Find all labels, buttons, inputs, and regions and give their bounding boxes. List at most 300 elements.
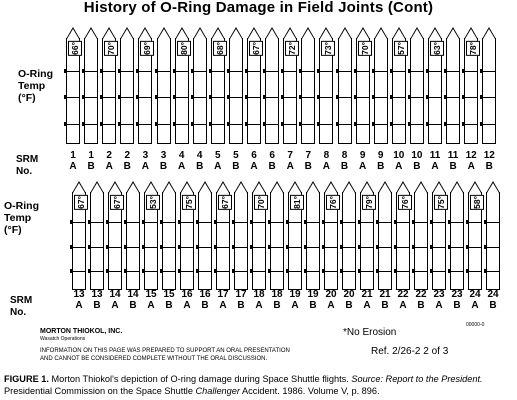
srm-side-letter: A — [431, 161, 439, 172]
srm-number: 22 — [415, 289, 427, 300]
srm-number: 18 — [271, 289, 283, 300]
rocket-nose — [468, 181, 482, 193]
srm-side-letter: A — [183, 300, 191, 311]
field-joint-line — [469, 271, 481, 272]
field-joint-line — [176, 71, 188, 72]
field-joint-tick — [160, 245, 163, 249]
oring-temp-value: 70° — [256, 196, 266, 209]
rocket-nose — [193, 27, 207, 39]
rocket-nose — [66, 27, 80, 39]
field-joint-line — [194, 124, 206, 125]
no-erosion-note: *No Erosion — [343, 327, 397, 338]
oring-temp-value: 81° — [292, 196, 302, 209]
srm-number: 20 — [325, 289, 337, 300]
field-joint-line — [158, 71, 170, 72]
field-joint-tick — [448, 269, 451, 273]
srm-side-letter: B — [268, 161, 276, 172]
oring-temp-value: 78° — [468, 42, 479, 55]
srm-side-letter: B — [237, 300, 245, 311]
field-joint-line — [194, 97, 206, 98]
field-joint-line — [307, 271, 319, 272]
field-joint-line — [73, 271, 85, 272]
srm-side-letter: B — [453, 300, 461, 311]
field-joint-line — [320, 124, 332, 125]
field-joint-tick — [209, 69, 212, 73]
field-joint-tick — [317, 69, 320, 73]
field-joint-line — [127, 222, 139, 223]
rocket-nose — [162, 181, 176, 193]
srm-side-letter: B — [381, 300, 389, 311]
field-joint-tick — [480, 95, 483, 99]
srm-number: 20 — [343, 289, 355, 300]
field-joint-tick — [430, 245, 433, 249]
field-joint-tick — [412, 269, 415, 273]
caption-text-2: Presidential Commission on the Space Shuttle — [4, 386, 196, 396]
field-joint-tick — [245, 95, 248, 99]
field-joint-line — [469, 222, 481, 223]
field-joint-tick — [214, 220, 217, 224]
srm-number: 4 — [178, 150, 185, 161]
srm-number: 21 — [361, 289, 373, 300]
field-joint-tick — [227, 95, 230, 99]
info-line-2: AND CANNOT BE CONSIDERED COMPLETE WITHOUT THE ORAL DISCUSSION. — [40, 356, 268, 362]
field-joint-line — [109, 247, 121, 248]
srm-rocket-18a — [252, 192, 266, 290]
field-joint-tick — [70, 245, 73, 249]
field-joint-tick — [88, 220, 91, 224]
srm-number: 4 — [196, 150, 203, 161]
rocket-nose — [120, 27, 134, 39]
field-joint-tick — [82, 95, 85, 99]
caption-challenger: Challenger — [195, 386, 240, 396]
field-joint-line — [121, 71, 133, 72]
oring-temp-value: 67° — [220, 196, 230, 209]
field-joint-tick — [340, 220, 343, 224]
field-joint-tick — [178, 245, 181, 249]
srm-number: 21 — [379, 289, 391, 300]
srm-side-letter: A — [358, 161, 367, 172]
field-joint-line — [127, 271, 139, 272]
srm-number: 11 — [429, 150, 441, 161]
field-joint-tick — [124, 245, 127, 249]
field-joint-line — [343, 247, 355, 248]
srm-side-letter: B — [340, 161, 349, 172]
field-joint-line — [379, 222, 391, 223]
srm-side-letter: B — [232, 161, 240, 172]
srm-side-letter: B — [201, 300, 209, 311]
field-joint-tick — [106, 220, 109, 224]
field-joint-line — [248, 71, 260, 72]
field-joint-line — [235, 222, 247, 223]
field-joint-line — [465, 97, 477, 98]
field-joint-line — [320, 97, 332, 98]
field-joint-tick — [136, 122, 139, 126]
rocket-nose — [265, 27, 279, 39]
field-joint-tick — [462, 95, 465, 99]
field-joint-tick — [196, 220, 199, 224]
field-joint-tick — [209, 95, 212, 99]
field-joint-line — [307, 222, 319, 223]
srm-side-letter: A — [399, 300, 407, 311]
field-joint-line — [199, 271, 211, 272]
srm-rocket-19b — [306, 192, 320, 290]
field-joint-tick — [317, 122, 320, 126]
field-joint-line — [451, 271, 463, 272]
field-joint-tick — [227, 122, 230, 126]
field-joint-tick — [268, 220, 271, 224]
field-joint-line — [325, 222, 337, 223]
field-joint-tick — [376, 245, 379, 249]
field-joint-line — [230, 97, 242, 98]
srm-rocket-20b — [342, 192, 356, 290]
field-joint-tick — [462, 69, 465, 73]
field-joint-line — [302, 71, 314, 72]
field-joint-tick — [372, 122, 375, 126]
srm-side-letter: A — [147, 300, 155, 311]
field-joint-tick — [106, 269, 109, 273]
field-joint-tick — [480, 69, 483, 73]
field-joint-line — [253, 247, 265, 248]
srm-number: 16 — [181, 289, 193, 300]
srm-side-letter: A — [435, 300, 443, 311]
field-joint-line — [145, 271, 157, 272]
field-joint-tick — [462, 122, 465, 126]
field-joint-line — [302, 124, 314, 125]
field-joint-tick — [430, 269, 433, 273]
field-joint-tick — [263, 122, 266, 126]
field-joint-line — [145, 222, 157, 223]
srm-side-letter: B — [489, 300, 497, 311]
oring-temp-value: 70° — [106, 42, 117, 55]
field-joint-line — [194, 71, 206, 72]
srm-rocket-19a — [288, 192, 302, 290]
srm-rocket-20a — [324, 192, 338, 290]
srm-rocket-21b — [378, 192, 392, 290]
field-joint-tick — [444, 69, 447, 73]
field-joint-tick — [64, 95, 67, 99]
field-joint-line — [163, 271, 175, 272]
field-joint-tick — [281, 69, 284, 73]
field-joint-line — [411, 71, 423, 72]
srm-number: 23 — [433, 289, 445, 300]
rocket-nose — [464, 27, 478, 39]
field-joint-tick — [82, 122, 85, 126]
field-joint-tick — [100, 95, 103, 99]
srm-rocket-5a — [211, 38, 225, 144]
field-joint-line — [433, 247, 445, 248]
oring-temp-value: 73° — [323, 42, 334, 55]
rocket-nose — [126, 181, 140, 193]
field-joint-line — [361, 222, 373, 223]
field-joint-tick — [124, 269, 127, 273]
srm-side-letter: A — [111, 300, 119, 311]
rocket-nose — [175, 27, 189, 39]
field-joint-tick — [354, 122, 357, 126]
field-joint-tick — [82, 69, 85, 73]
field-joint-tick — [227, 69, 230, 73]
field-joint-line — [451, 222, 463, 223]
rocket-nose — [229, 27, 243, 39]
field-joint-tick — [70, 220, 73, 224]
srm-rocket-17b — [234, 192, 248, 290]
field-joint-line — [199, 247, 211, 248]
srm-side-letter: A — [363, 300, 371, 311]
field-joint-tick — [286, 245, 289, 249]
field-joint-line — [181, 271, 193, 272]
field-joint-tick — [160, 269, 163, 273]
oring-temp-value: 80° — [178, 42, 189, 55]
field-joint-tick — [155, 95, 158, 99]
field-joint-tick — [466, 245, 469, 249]
field-joint-line — [235, 271, 247, 272]
field-joint-tick — [268, 245, 271, 249]
srm-side-letter: B — [485, 161, 493, 172]
field-joint-tick — [376, 269, 379, 273]
srm-side-letter: A — [69, 161, 77, 172]
srm-side-letter: A — [467, 161, 475, 172]
field-joint-tick — [322, 269, 325, 273]
field-joint-line — [109, 271, 121, 272]
field-joint-line — [487, 247, 499, 248]
srm-side-letter: A — [255, 300, 263, 311]
srm-rocket-2a — [102, 38, 116, 144]
field-joint-line — [176, 97, 188, 98]
rocket-nose — [482, 27, 496, 39]
field-joint-tick — [124, 220, 127, 224]
field-joint-line — [103, 71, 115, 72]
field-joint-line — [67, 71, 79, 72]
srm-rocket-9a — [356, 38, 370, 144]
rocket-nose — [283, 27, 297, 39]
field-joint-tick — [286, 269, 289, 273]
side-label-line2: Temp — [18, 80, 46, 92]
caption-text-1: Morton Thiokol's depiction of O-ring damage during Space Shuttle flights. — [48, 374, 352, 384]
srm-side-letter: A — [327, 300, 335, 311]
field-joint-tick — [191, 122, 194, 126]
rocket-nose — [180, 181, 194, 193]
srm-rocket-15b — [162, 192, 176, 290]
field-joint-line — [121, 124, 133, 125]
field-joint-line — [483, 97, 495, 98]
srm-side-letter: B — [123, 161, 131, 172]
srm-side-letter: A — [471, 300, 479, 311]
rocket-nose — [450, 181, 464, 193]
field-joint-tick — [358, 269, 361, 273]
field-joint-tick — [448, 245, 451, 249]
srm-rocket-4a — [175, 38, 189, 144]
oring-temp-value: 79° — [364, 196, 374, 209]
srm-number: 19 — [307, 289, 319, 300]
field-joint-line — [433, 222, 445, 223]
field-joint-tick — [191, 95, 194, 99]
srm-side-letter: B — [413, 161, 421, 172]
srm-number: 17 — [235, 289, 247, 300]
company-logo: MORTON THIOKOL, INC. — [40, 328, 123, 335]
field-joint-line — [181, 247, 193, 248]
field-joint-tick — [88, 269, 91, 273]
srm-rocket-1a — [66, 38, 80, 144]
srm-rocket-4b — [193, 38, 207, 144]
field-joint-line — [212, 97, 224, 98]
field-joint-tick — [484, 269, 487, 273]
field-joint-tick — [281, 122, 284, 126]
side-label-line2: Temp — [4, 212, 32, 224]
field-joint-tick — [263, 69, 266, 73]
srm-rocket-8b — [338, 38, 352, 144]
field-joint-line — [73, 222, 85, 223]
rocket-nose — [432, 181, 446, 193]
field-joint-line — [91, 247, 103, 248]
srm-side-letter: B — [273, 300, 281, 311]
field-joint-line — [163, 247, 175, 248]
field-joint-line — [483, 124, 495, 125]
srm-number: 13 — [73, 289, 85, 300]
oring-temp-value: 66° — [70, 42, 80, 55]
srm-rocket-15a — [144, 192, 158, 290]
srm-number: 8 — [323, 150, 330, 161]
rocket-nose — [138, 27, 152, 39]
field-joint-tick — [480, 122, 483, 126]
field-joint-line — [109, 222, 121, 223]
srm-rocket-11a — [428, 38, 442, 144]
field-joint-line — [85, 124, 97, 125]
field-joint-line — [375, 97, 387, 98]
srm-rocket-12a — [464, 38, 478, 144]
field-joint-tick — [390, 95, 393, 99]
field-joint-line — [343, 222, 355, 223]
field-joint-line — [73, 247, 85, 248]
field-joint-line — [379, 271, 391, 272]
srm-rocket-8a — [319, 38, 333, 144]
rocket-nose — [108, 181, 122, 193]
srm-number: 5 — [233, 150, 239, 161]
field-joint-tick — [394, 269, 397, 273]
srm-side-letter: A — [214, 161, 222, 172]
field-joint-tick — [118, 122, 121, 126]
srm-side-letter: A — [105, 161, 113, 172]
field-joint-line — [217, 247, 229, 248]
rocket-nose — [211, 27, 225, 39]
srm-rocket-3a — [138, 38, 152, 144]
field-joint-line — [121, 97, 133, 98]
field-joint-tick — [358, 245, 361, 249]
field-joint-tick — [336, 69, 339, 73]
srm-rocket-6a — [247, 38, 261, 144]
field-joint-tick — [444, 122, 447, 126]
srm-side-letter: A — [250, 161, 258, 172]
field-joint-line — [139, 71, 151, 72]
field-joint-tick — [304, 269, 307, 273]
field-joint-tick — [390, 69, 393, 73]
field-joint-tick — [100, 69, 103, 73]
srm-rocket-13a — [72, 192, 86, 290]
srm-rocket-12b — [482, 38, 496, 144]
field-joint-line — [465, 71, 477, 72]
oring-temp-value: 63° — [432, 42, 442, 55]
field-joint-tick — [376, 220, 379, 224]
rocket-nose — [252, 181, 266, 193]
rocket-nose — [486, 181, 500, 193]
srm-rocket-11b — [446, 38, 460, 144]
field-joint-tick — [263, 95, 266, 99]
srm-number: 22 — [397, 289, 409, 300]
field-joint-line — [447, 97, 459, 98]
field-joint-line — [217, 222, 229, 223]
srm-rocket-23a — [432, 192, 446, 290]
srm-side-letter: A — [219, 300, 227, 311]
oring-temp-value: 67° — [251, 42, 261, 55]
oring-temp-value: 76° — [328, 196, 338, 209]
field-joint-line — [271, 271, 283, 272]
field-joint-line — [320, 71, 332, 72]
field-joint-line — [266, 124, 278, 125]
field-joint-tick — [136, 69, 139, 73]
field-joint-tick — [322, 245, 325, 249]
field-joint-tick — [88, 245, 91, 249]
caption-source-label: Source: — [351, 374, 383, 384]
field-joint-line — [429, 97, 441, 98]
field-joint-line — [139, 124, 151, 125]
oring-temp-value: 67° — [76, 196, 86, 209]
srm-side-letter: A — [141, 161, 149, 172]
field-joint-tick — [304, 245, 307, 249]
field-joint-tick — [250, 220, 253, 224]
field-joint-line — [67, 124, 79, 125]
field-joint-tick — [304, 220, 307, 224]
srm-number: 9 — [377, 150, 384, 161]
srm-rocket-6b — [265, 38, 279, 144]
srm-rocket-18b — [270, 192, 284, 290]
field-joint-tick — [250, 269, 253, 273]
field-joint-line — [325, 271, 337, 272]
srm-number: 7 — [305, 150, 312, 161]
srm-rocket-10b — [410, 38, 424, 144]
srm-number: 1 — [70, 150, 76, 161]
srm-number: 1 — [88, 150, 94, 161]
oring-temp-value: 75° — [184, 196, 194, 209]
field-joint-line — [379, 247, 391, 248]
srm-side-letter: B — [165, 300, 173, 311]
field-joint-tick — [390, 122, 393, 126]
srm-rocket-5b — [229, 38, 243, 144]
srm-number: 2 — [106, 150, 112, 161]
srm-rocket-1b — [84, 38, 98, 144]
srm-number: 24 — [469, 289, 481, 300]
field-joint-line — [284, 71, 296, 72]
field-joint-tick — [214, 245, 217, 249]
srm-number: 23 — [451, 289, 463, 300]
srm-side-letter: A — [286, 161, 294, 172]
srm-side-letter: B — [345, 300, 353, 311]
side-label-line1: O-Ring — [18, 68, 53, 80]
srm-number: 14 — [109, 289, 121, 300]
field-joint-tick — [142, 220, 145, 224]
field-joint-tick — [178, 269, 181, 273]
srm-rocket-2b — [120, 38, 134, 144]
field-joint-line — [433, 271, 445, 272]
field-joint-line — [339, 124, 351, 125]
srm-label-line1: SRM — [10, 295, 33, 306]
field-joint-line — [284, 97, 296, 98]
field-joint-line — [339, 71, 351, 72]
field-joint-line — [447, 124, 459, 125]
field-joint-line — [357, 124, 369, 125]
field-joint-line — [469, 247, 481, 248]
field-joint-tick — [426, 69, 429, 73]
field-joint-line — [393, 124, 405, 125]
rocket-nose — [144, 181, 158, 193]
field-joint-tick — [136, 95, 139, 99]
